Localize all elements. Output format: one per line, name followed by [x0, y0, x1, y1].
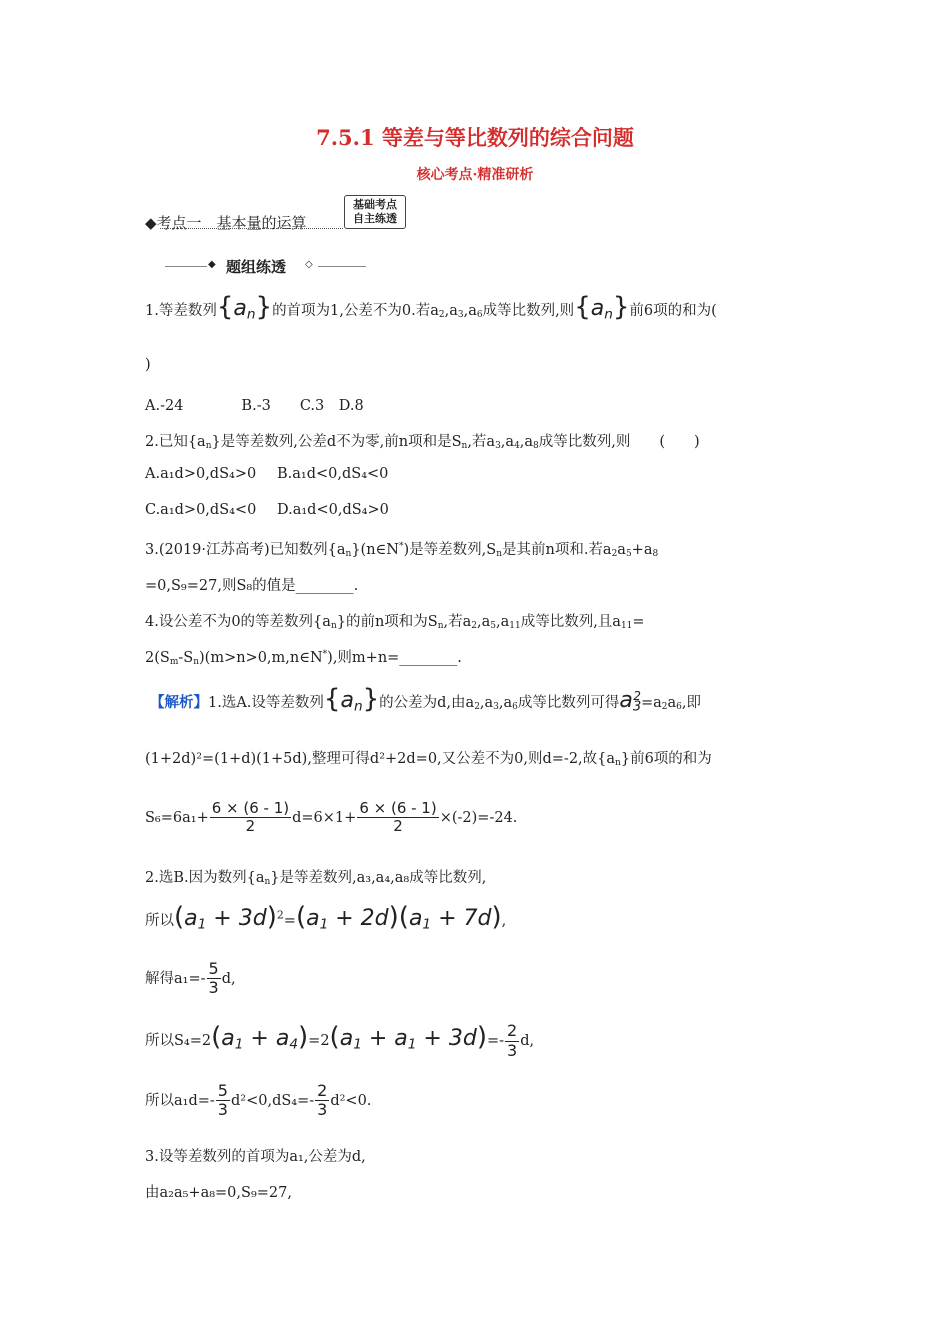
q1-close: ): [145, 357, 151, 373]
diamond-icon: ◆: [145, 214, 157, 232]
fraction: $\frac{6 \times (6 - 1)}{2}$: [359, 799, 437, 836]
page-subtitle: 核心考点·精准研析: [416, 167, 534, 183]
badge-line1: 基础考点: [353, 198, 397, 211]
solution2-line3: 解得a₁=- $\frac{5}{3}$ d,: [145, 959, 236, 998]
diamond-small-icon: ◆: [208, 259, 216, 270]
q4-line1: 4.设公差不为0的等差数列$\{a_n\}$的前n项和为$S_n$,若$a_2,a_5,a_{11}$成等比数列,且$a_{11}=$: [145, 614, 645, 632]
sequence-an: $\{a_n\}$: [216, 292, 273, 323]
sequence-an: $\{a_n\}$: [574, 292, 630, 323]
sequence-an: $\{a_n\}$: [323, 684, 380, 715]
math-expression: $(a_1 + a_1 + 3d)$: [329, 1022, 487, 1053]
math-expression: $(a_1 + 3d)$: [174, 902, 277, 933]
q2-option-c: C.a₁d>0,dS₄<0: [145, 502, 257, 518]
section-heading: [145, 212, 307, 233]
q3-line1: 3.(2019·江苏高考)已知数列$\{a_n\}(n\in N^*)$是等差数列$,S_n$是其前n项和.若$a_2a_5+a_8$: [145, 541, 659, 560]
q2-option-d: D.a₁d<0,dS₄>0: [277, 502, 389, 518]
diamond-small-icon: ◇: [305, 259, 313, 270]
practice-rule-left: [165, 266, 207, 267]
solution-line1: 【解析】1.选A.设等差数列$\{a_n\}$的公差为d,由$a_2,a_3,a_6$成等比数列可得$a_3^2=a_2a_6$,即: [150, 684, 701, 715]
math-expression: $(a_1 + 2d)(a_1 + 7d)$: [295, 902, 502, 933]
badge-line2: 自主练透: [353, 212, 397, 225]
q1-line: 1.等差数列$\{a_n\}$的首项为1,公差不为0.若$a_2,a_3,a_6$成等比数列,则$\{a_n\}$前6项的和为(: [145, 292, 717, 323]
solution3-line1: 3.设等差数列的首项为a₁,公差为d,: [145, 1149, 366, 1165]
q2-option-b: B.a₁d<0,dS₄<0: [277, 466, 389, 482]
section-label: 考点一 基本量的运算: [156, 214, 307, 232]
solution-line3: S₆=6a₁+ $\frac{6 \times (6 - 1)}{2}$ d=6×1+ $\frac{6 \times (6 - 1)}{2}$ ×(-2)=-24.: [145, 799, 518, 836]
solution-label: 【解析】: [150, 694, 208, 711]
solution3-line2: 由a₂a₅+a₈=0,S₉=27,: [145, 1185, 292, 1201]
a3-squared: $a_3^2$: [619, 688, 642, 715]
section-badge: [344, 195, 406, 229]
practice-rule-right: [318, 266, 366, 267]
fraction: $\frac{2}{3}$: [317, 1081, 328, 1120]
page-title: 7.5.1 等差与等比数列的综合问题: [316, 125, 634, 150]
fraction: $\frac{5}{3}$: [217, 1081, 228, 1120]
fraction: $\frac{5}{3}$: [208, 959, 219, 998]
section-underline: [160, 228, 343, 229]
math-expression: $(a_1 + a_4)$: [211, 1022, 309, 1053]
solution-line2: (1+2d)²=(1+d)(1+5d),整理可得d²+2d=0,又公差不为0,则d=-2,故$\{a_n\}$前6项的和为: [145, 751, 712, 769]
solution2-line2: 所以$(a_1 + 3d)^2=(a_1 + 2d)(a_1 + 7d)$,: [145, 902, 507, 933]
fraction: $\frac{2}{3}$: [507, 1021, 518, 1060]
practice-label: 题组练透: [226, 258, 287, 276]
fraction: $\frac{6 \times (6 - 1)}{2}$: [211, 799, 290, 836]
solution2-line1: 2.选B.因为数列$\{a_n\}$是等差数列,a₃,a₄,a₈成等比数列,: [145, 870, 487, 888]
q2-line: 2.已知$\{a_n\}$是等差数列,公差d不为零,前n项和是$S_n$,若$a_3,a_4,a_8$成等比数列,则 ( ): [145, 434, 700, 452]
q1-options: A.-24 B.-3 C.3 D.8: [145, 398, 364, 414]
q3-line2: =0,S₉=27,则S₈的值是________.: [145, 578, 359, 594]
q4-line2: $2(S_m-S_n)(m>n>0,m,n\in N^*)$,则m+n=________.: [145, 649, 462, 668]
q2-option-a: A.a₁d>0,dS₄>0: [145, 466, 257, 482]
solution2-line4: 所以$S_4=2(a_1 + a_4)=2(a_1 + a_1 + 3d)=-$ $\frac{2}{3}$ d,: [145, 1021, 535, 1060]
solution2-line5: 所以a₁d=- $\frac{5}{3}$ d²<0,dS₄=- $\frac{2}{3}$ d²<0.: [145, 1081, 372, 1120]
